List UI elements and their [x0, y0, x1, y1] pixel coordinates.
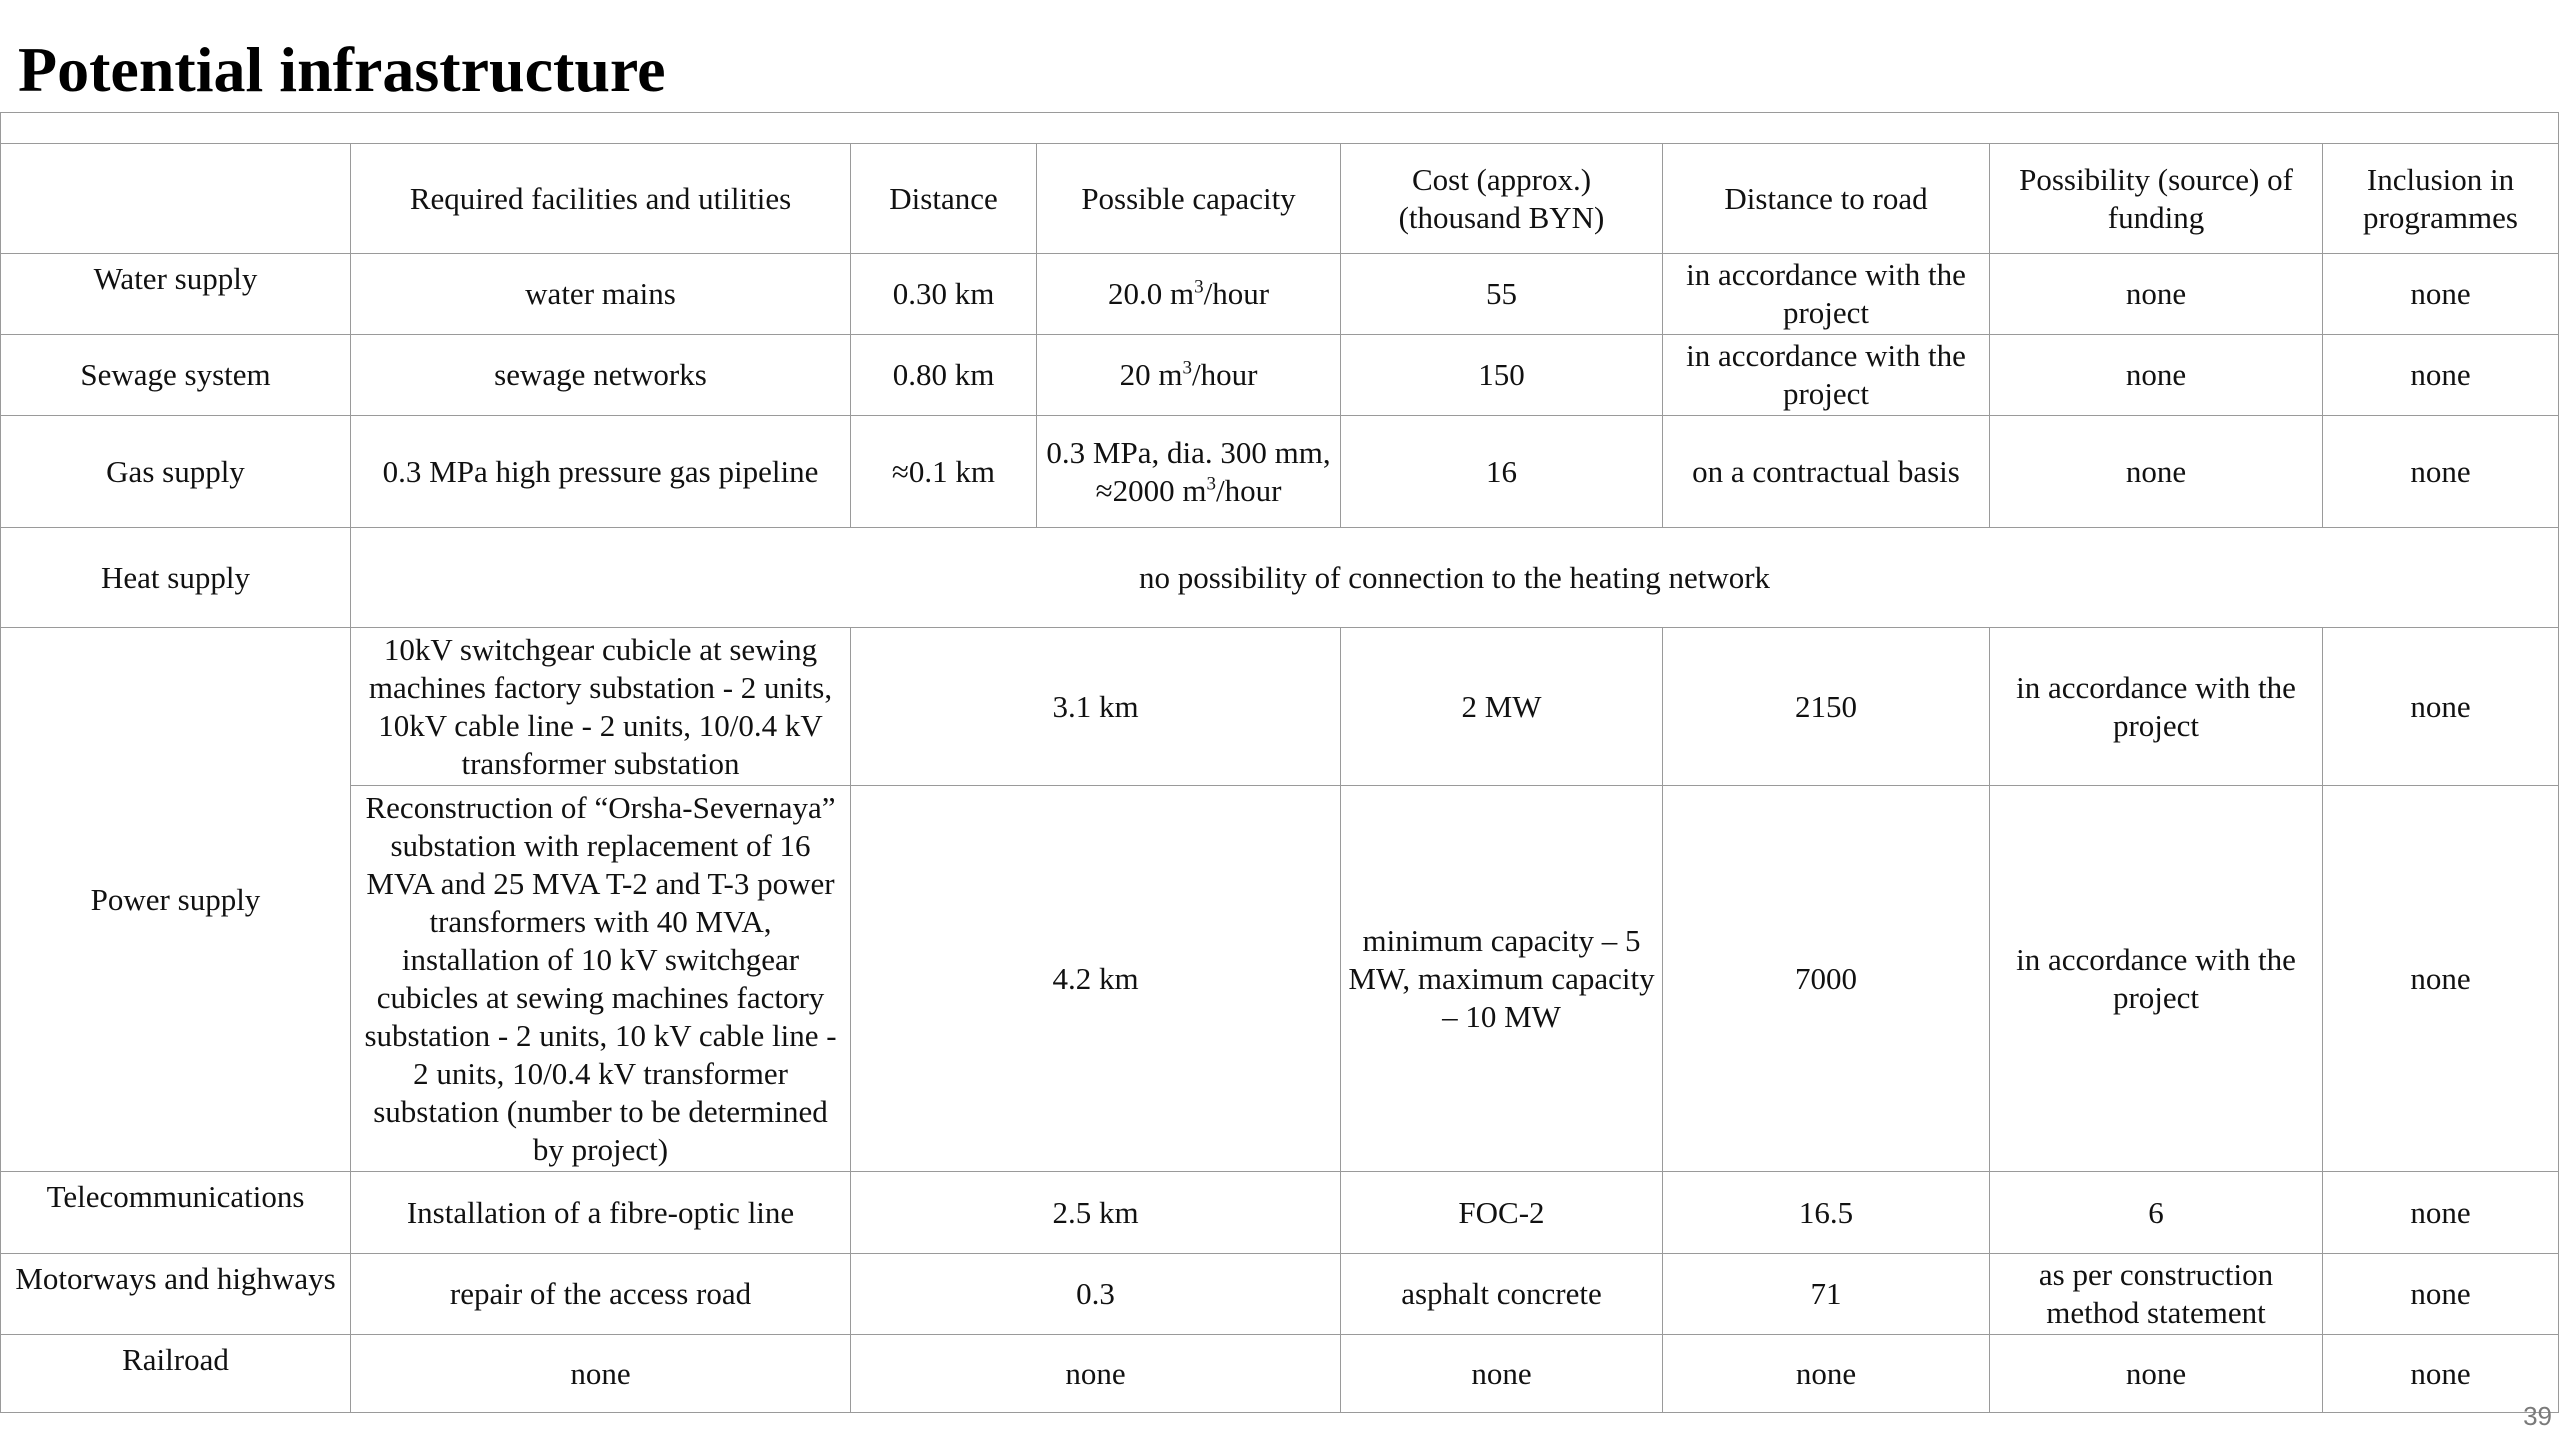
table-row-heat [1, 528, 2559, 628]
distance-railroad: none [851, 1335, 1341, 1413]
distance-telecom: 2.5 km [851, 1172, 1341, 1254]
programmes-sewage: none [2323, 335, 2559, 416]
facilities-water: water mains [351, 254, 851, 335]
unit-m: m [1174, 472, 1207, 508]
header-funding: Possibility (source) of funding [1990, 144, 2323, 254]
unit-m: m [1150, 357, 1183, 392]
road-telecom: 6 [1990, 1172, 2323, 1254]
funding-water: none [1990, 254, 2323, 335]
capacity-railroad: none [1341, 1335, 1663, 1413]
cost-power-2: 7000 [1663, 786, 1990, 1172]
unit-hour: /hour [1203, 276, 1270, 311]
distance-power-1: 3.1 km [851, 628, 1341, 786]
programmes-water: none [2323, 254, 2559, 335]
funding-railroad: none [2323, 1335, 2559, 1413]
header-programmes: Inclusion in programmes [2323, 144, 2559, 254]
road-railroad: none [1990, 1335, 2323, 1413]
funding-sewage: none [1990, 335, 2323, 416]
capacity-water [1037, 254, 1341, 335]
unit-m: m [1162, 276, 1195, 311]
header-capacity: Possible capacity [1037, 144, 1341, 254]
capacity-sewage-value: 20 [1119, 357, 1151, 392]
funding-motorways: none [2323, 1254, 2559, 1335]
road-power-2: in accordance with the project [1990, 786, 2323, 1172]
category-heat: Heat supply [1, 528, 351, 628]
facilities-motorways: repair of the access road [351, 1254, 851, 1335]
distance-water: 0.30 km [851, 254, 1037, 335]
funding-power-1: none [2323, 628, 2559, 786]
table-row-power-2 [1, 786, 2559, 1172]
category-railroad: Railroad [1, 1335, 351, 1413]
road-water: in accordance with the project [1663, 254, 1990, 335]
table-spacer-row [1, 113, 2559, 144]
page-number: 39 [2523, 1401, 2552, 1431]
capacity-gas [1037, 416, 1341, 528]
category-power: Power supply [1, 628, 351, 1172]
page-title: Potential infrastructure [18, 34, 666, 105]
facilities-railroad: none [351, 1335, 851, 1413]
funding-telecom: none [2323, 1172, 2559, 1254]
table-row-water [1, 254, 2559, 335]
category-water: Water supply [1, 254, 351, 335]
header-row [1, 144, 2559, 254]
unit-cubed: 3 [1206, 473, 1216, 495]
facilities-power-1: 10kV switchgear cubicle at sewing machines factory substation - 2 units, 10kV cable line - 2 units, 10/0.4 kV transformer substation [351, 628, 851, 786]
distance-motorways: 0.3 [851, 1254, 1341, 1335]
capacity-telecom: FOC-2 [1341, 1172, 1663, 1254]
unit-cubed: 3 [1182, 357, 1192, 379]
cost-railroad: none [1663, 1335, 1990, 1413]
spacer-cell [1, 113, 2559, 144]
road-power-1: in accordance with the project [1990, 628, 2323, 786]
table-row-telecom [1, 1172, 2559, 1254]
header-cost-line2: (thousand BYN) [1398, 199, 1605, 235]
distance-power-2: 4.2 km [851, 786, 1341, 1172]
facilities-gas: 0.3 MPa high pressure gas pipeline [351, 416, 851, 528]
table-row-power-1 [1, 628, 2559, 786]
road-gas: on a contractual basis [1663, 416, 1990, 528]
capacity-power-2: minimum capacity – 5 MW, maximum capacity – 10 MW [1341, 786, 1663, 1172]
road-motorways: as per construction method statement [1990, 1254, 2323, 1335]
unit-hour: /hour [1191, 357, 1258, 392]
capacity-gas-value: ≈2000 [1095, 472, 1175, 508]
funding-gas: none [1990, 416, 2323, 528]
heat-note: no possibility of connection to the heating network [351, 528, 2559, 628]
cost-gas: 16 [1341, 416, 1663, 528]
header-empty-cell [1, 144, 351, 254]
facilities-power-2: Reconstruction of “Orsha-Severnaya” substation with replacement of 16 MVA and 25 MVA T-2 and T-3 power transformers with 40 MVA, installation of 10 kV switchgear cubicles at sewing machines factory substation - 2 units, 10 kV cable line - 2 units, 10/0.4 kV transformer substation (number to be determined by project) [351, 786, 851, 1172]
facilities-sewage: sewage networks [351, 335, 851, 416]
table-row-motorways [1, 1254, 2559, 1335]
programmes-gas: none [2323, 416, 2559, 528]
distance-sewage: 0.80 km [851, 335, 1037, 416]
facilities-telecom: Installation of a fibre-optic line [351, 1172, 851, 1254]
capacity-water-value: 20.0 [1107, 276, 1163, 311]
capacity-sewage [1037, 335, 1341, 416]
infrastructure-table [0, 112, 2559, 1413]
unit-hour: /hour [1215, 472, 1282, 508]
category-sewage: Sewage system [1, 335, 351, 416]
table-row-gas [1, 416, 2559, 528]
cost-telecom: 16.5 [1663, 1172, 1990, 1254]
funding-power-2: none [2323, 786, 2559, 1172]
cost-power-1: 2150 [1663, 628, 1990, 786]
header-road: Distance to road [1663, 144, 1990, 254]
road-sewage: in accordance with the project [1663, 335, 1990, 416]
unit-cubed: 3 [1194, 276, 1204, 298]
table-row-sewage [1, 335, 2559, 416]
header-distance: Distance [851, 144, 1037, 254]
capacity-power-1: 2 MW [1341, 628, 1663, 786]
header-cost [1341, 144, 1663, 254]
distance-gas: ≈0.1 km [851, 416, 1037, 528]
cost-sewage: 150 [1341, 335, 1663, 416]
category-gas: Gas supply [1, 416, 351, 528]
category-motorways: Motorways and highways [1, 1254, 351, 1335]
capacity-gas-line1: 0.3 MPa, dia. 300 mm, [1046, 434, 1331, 470]
cost-water: 55 [1341, 254, 1663, 335]
capacity-motorways: asphalt concrete [1341, 1254, 1663, 1335]
table-row-railroad [1, 1335, 2559, 1413]
cost-motorways: 71 [1663, 1254, 1990, 1335]
header-cost-line1: Cost (approx.) [1411, 161, 1592, 197]
header-facilities: Required facilities and utilities [351, 144, 851, 254]
category-telecom: Telecommunications [1, 1172, 351, 1254]
